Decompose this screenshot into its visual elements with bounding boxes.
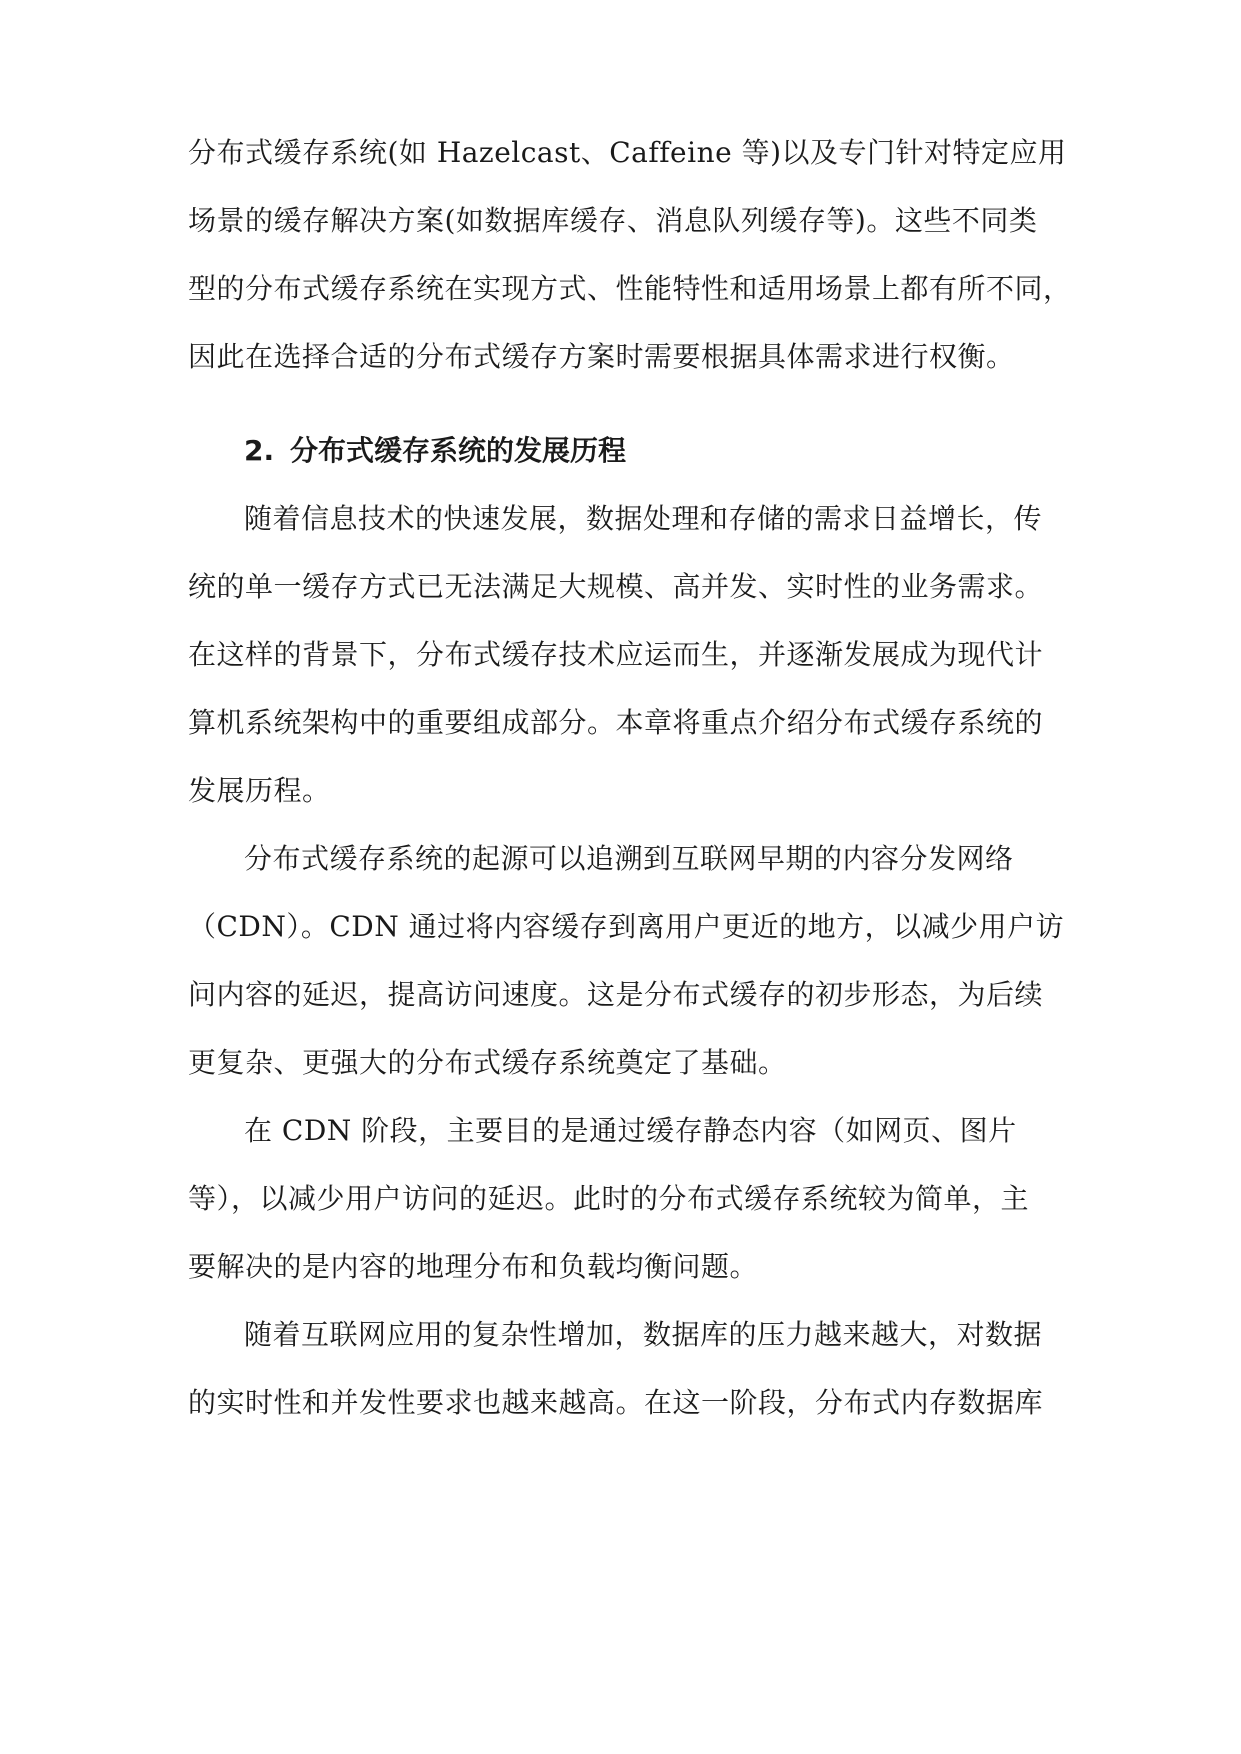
paragraph-2-line: （CDN）。CDN 通过将内容缓存到离用户更近的地方，以减少用户访 [188, 910, 1065, 943]
paragraph-intro-line: 型的分布式缓存系统在实现方式、性能特性和适用场景上都有所不同， [188, 272, 1072, 305]
paragraph-intro-line: 分布式缓存系统(如 Hazelcast、Caffeine 等)以及专门针对特定应用 [188, 136, 1067, 169]
section-heading [244, 431, 626, 471]
paragraph-2-line: 分布式缓存系统的起源可以追溯到互联网早期的内容分发网络 [244, 842, 1014, 875]
paragraph-3-line: 在 CDN 阶段，主要目的是通过缓存静态内容（如网页、图片 [244, 1114, 1017, 1147]
section-number: 2. [244, 434, 275, 467]
paragraph-intro-line: 场景的缓存解决方案(如数据库缓存、消息队列缓存等)。这些不同类 [188, 204, 1038, 237]
paragraph-3-line: 等），以减少用户访问的延迟。此时的分布式缓存系统较为简单，主 [188, 1182, 1030, 1215]
paragraph-3-line: 要解决的是内容的地理分布和负载均衡问题。 [188, 1250, 759, 1283]
paragraph-4-line: 随着互联网应用的复杂性增加，数据库的压力越来越大，对数据 [244, 1318, 1043, 1351]
paragraph-2-line: 问内容的延迟，提高访问速度。这是分布式缓存的初步形态，为后续 [188, 978, 1044, 1011]
paragraph-1-line: 在这样的背景下，分布式缓存技术应运而生，并逐渐发展成为现代计 [188, 638, 1044, 671]
paragraph-2-line: 更复杂、更强大的分布式缓存系统奠定了基础。 [188, 1046, 787, 1079]
paragraph-4-line: 的实时性和并发性要求也越来越高。在这一阶段，分布式内存数据库 [188, 1386, 1044, 1419]
paragraph-intro-line: 因此在选择合适的分布式缓存方案时需要根据具体需求进行权衡。 [188, 340, 1015, 373]
section-title: 分布式缓存系统的发展历程 [290, 434, 627, 467]
paragraph-1-line: 算机系统架构中的重要组成部分。本章将重点介绍分布式缓存系统的 [188, 706, 1044, 739]
paragraph-1-line: 发展历程。 [188, 774, 331, 807]
paragraph-1-line: 统的单一缓存方式已无法满足大规模、高并发、实时性的业务需求。 [188, 570, 1044, 603]
paragraph-1-line: 随着信息技术的快速发展，数据处理和存储的需求日益增长，传 [244, 502, 1043, 535]
